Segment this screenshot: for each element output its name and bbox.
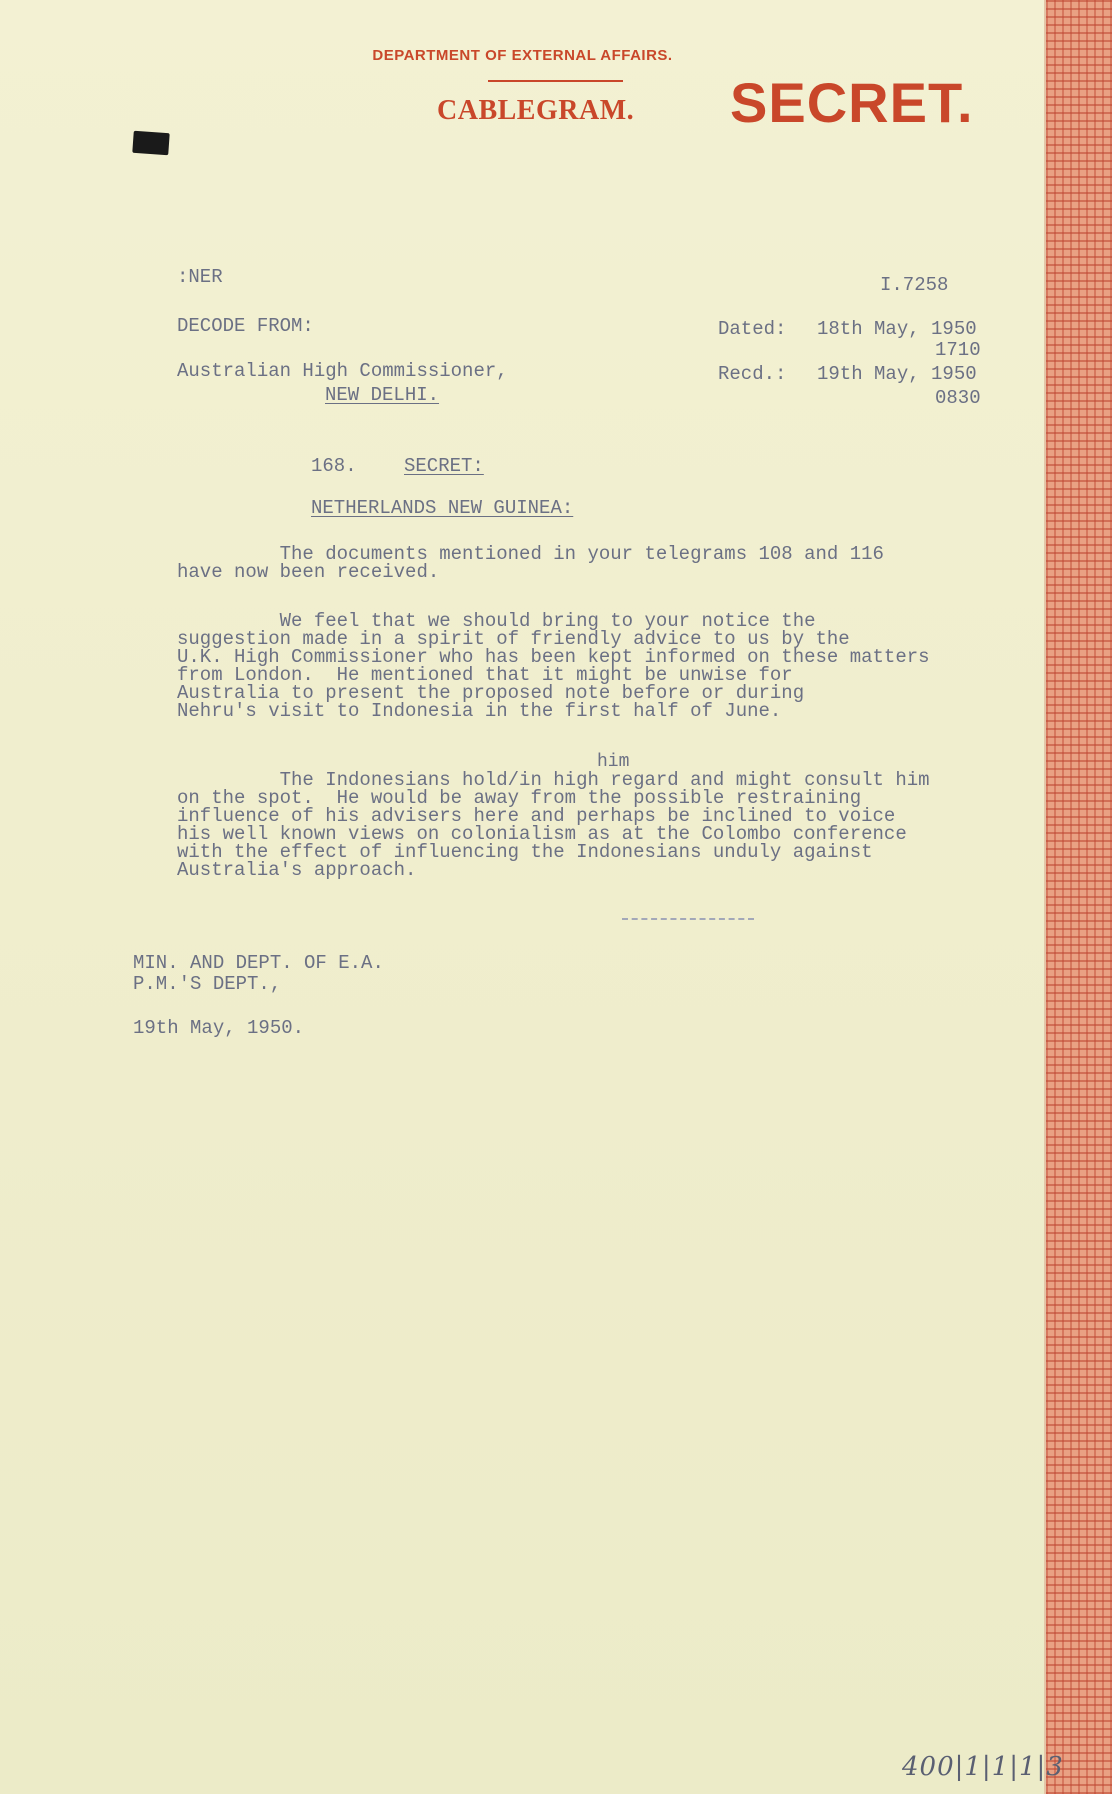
serial-number: I.7258 xyxy=(880,274,949,296)
paragraph-3: The Indonesians hold/in high regard and might consult him on the spot. He would be away from the possible restraining influence of his advisers here and perhaps be inclined to voice his well known views on colonialism as at the Colombo conference with the effect of influencing the Indonesians unduly against Australia's approach. xyxy=(177,769,930,881)
paragraph-2: We feel that we should bring to your notice the suggestion made in a spirit of friendly advice to us by the U.K. High Commissioner who has been kept informed on these matters from London. He mentioned that it might be unwise for Australia to present the proposed note before or during Nehru's visit to Indonesia in the first half of June. xyxy=(177,610,930,722)
archive-number: 400|1|1|1|3 xyxy=(902,1752,1064,1782)
footer-date: 19th May, 1950. xyxy=(133,1017,305,1039)
recd-time: 0830 xyxy=(935,387,981,409)
distribution-line-2: P.M.'S DEPT., xyxy=(133,973,282,995)
form-title: CABLEGRAM. xyxy=(437,95,635,126)
message-subject: NETHERLANDS NEW GUINEA: xyxy=(311,497,574,519)
sender-line-2: NEW DELHI. xyxy=(325,384,440,406)
end-of-message-rule xyxy=(622,918,754,922)
ink-blot xyxy=(132,131,169,155)
dated-time: 1710 xyxy=(935,339,981,361)
department-heading: DEPARTMENT OF EXTERNAL AFFAIRS. xyxy=(372,47,673,64)
paragraph-1: The documents mentioned in your telegrams 108 and 116 have now been received. xyxy=(177,543,884,583)
decorative-border xyxy=(1044,0,1112,1794)
dated-label: Dated: xyxy=(718,318,787,340)
dated-date: 18th May, 1950 xyxy=(817,318,977,340)
recd-label: Recd.: xyxy=(718,363,787,385)
heading-rule xyxy=(488,80,623,82)
message-number: 168. xyxy=(311,455,357,477)
recd-date: 19th May, 1950 xyxy=(817,363,977,385)
message-classification: SECRET: xyxy=(404,455,484,477)
secret-stamp: SECRET. xyxy=(730,71,974,134)
distribution-line-1: MIN. AND DEPT. OF E.A. xyxy=(133,952,384,974)
decode-from-label: DECODE FROM: xyxy=(177,315,314,337)
handwritten-insertion: him xyxy=(597,752,630,772)
code-ref: :NER xyxy=(177,266,223,288)
sender-line-1: Australian High Commissioner, xyxy=(177,360,508,382)
